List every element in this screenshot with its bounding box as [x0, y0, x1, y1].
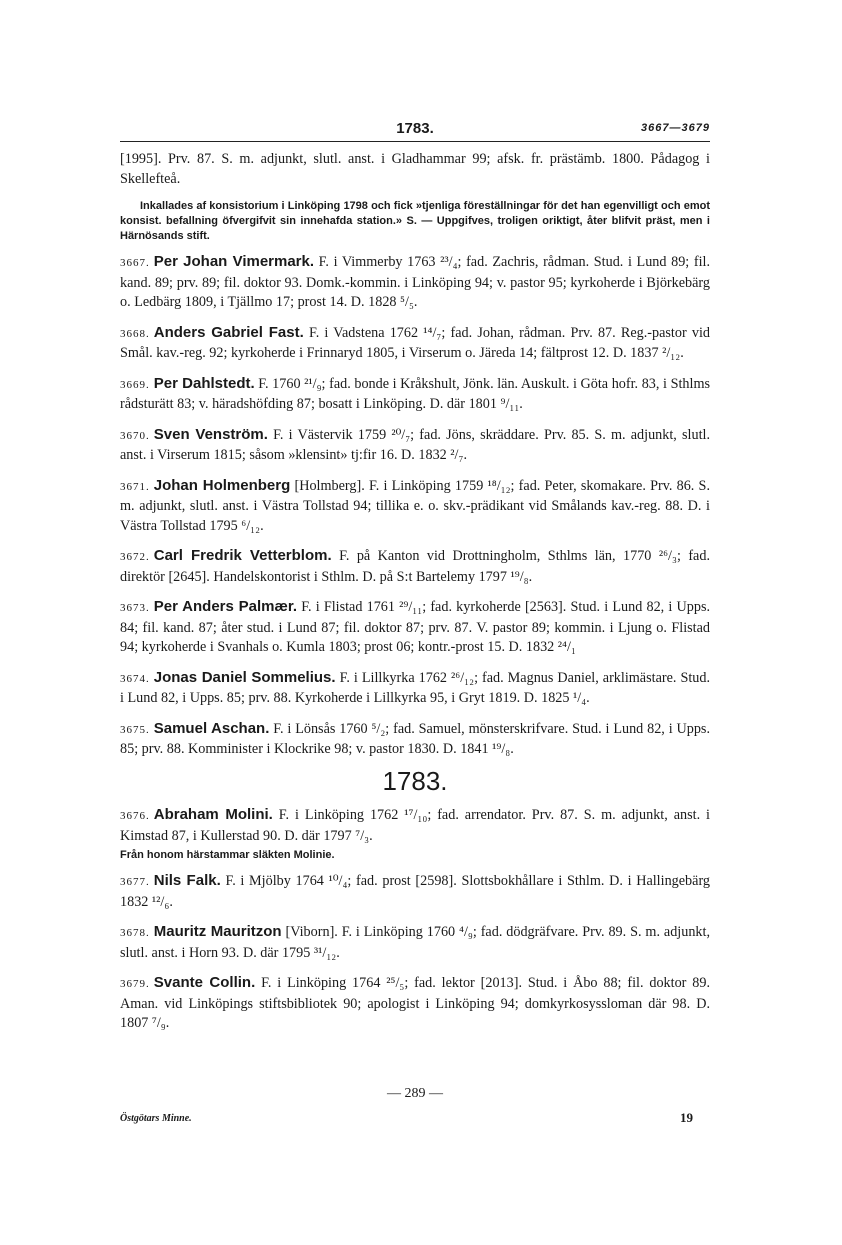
entry-name: Carl Fredrik Vetterblom. — [153, 547, 332, 564]
biography-entry — [120, 597, 710, 658]
entry-text: F. i Vadstena 1762 ¹⁴/₇; fad. Johan, rådman. Prv. 87. Reg.-pastor vid Smål. kav.-reg. 92; kyrkoherde i Frinnaryd 1805, i Virserum o. Järeda 14; fältprost 12. D. 1837 ²/₁₂. — [120, 324, 710, 361]
biography-entry — [120, 323, 710, 364]
biography-entry — [120, 871, 710, 912]
header-rule — [120, 141, 710, 142]
intro-note: Inkallades af konsistorium i Linköping 1798 och fick »tjenliga föreställningar för det han egenvilligt och emot konsist. befallning öfvergifvit sin innehafda station.» S. — Uppgifves, troligen oriktigt, åter blifvit präst, men i Härnösands stift. — [120, 200, 710, 242]
entry-text: F. på Kanton vid Drottningholm, Sthlms län, 1770 ²⁶/₃; fad. direktör [2645]. Handelskontorist i Sthlm. D. på S:t Bartelemy 1797 ¹⁹/₈. — [120, 548, 710, 585]
entry-number: 3678. — [120, 927, 150, 939]
entry-text: F. i Mjölby 1764 ¹⁰/₄; fad. prost [2598]. Slottsbokhållare i Sthlm. D. i Hallingebärg 1832 ¹²/₆. — [120, 873, 711, 910]
entry-text: F. 1760 ²¹/₉; fad. bonde i Kråkshult, Jönk. län. Auskult. i Göta hofr. 83, i Sthlms rådsturätt 83; v. häradshöfding 87; bosatt i Linköping. D. där 1801 ⁹/₁₁. — [120, 375, 711, 412]
biography-entry — [120, 425, 710, 466]
header-entry-range: 3667—3679 — [641, 122, 710, 134]
entry-text: F. i Lillkyrka 1762 ²⁶/₁₂; fad. Magnus Daniel, arklimästare. Stud. i Lund 82, i Upps. 85; prv. 88. Kyrkoherde i Lillkyrka 95, i Gryt 1819. D. 1825 ¹/₄. — [120, 669, 711, 706]
entry-number: 3667. — [120, 257, 150, 269]
entry-number: 3676. — [120, 810, 150, 822]
biography-entry — [120, 719, 710, 760]
entry-text: F. i Linköping 1764 ²⁵/₅; fad. lektor [2013]. Stud. i Åbo 88; fil. doktor 89. Aman. vid Linköpings stiftsbibliotek 90; apologist i Linköping 94; domkyrkosyssloman där 98. D. 1807 ⁷/₉. — [120, 975, 710, 1031]
entry-text: F. i Vimmerby 1763 ²³/₄; fad. Zachris, rådman. Stud. i Lund 89; fil. kand. 89; prv. 89; fil. doktor 93. Domk.-kommin. i Linköping 94; v. pastor 95; kyrkoherde i Björkebärg o. Ledbärg 1809, i Tjällmo 17; prost 14. D. 1828 ⁵/₅. — [120, 254, 711, 310]
entry-name: Mauritz Mauritzon — [153, 923, 282, 940]
biography-entry — [120, 973, 710, 1034]
entry-number: 3677. — [120, 876, 150, 888]
entry-name: Anders Gabriel Fast. — [153, 323, 304, 341]
entry-text: F. i Lönsås 1760 ⁵/₂; fad. Samuel, mönsterskrifvare. Stud. i Lund 82, i Upps. 85; prv. 88. Komminister i Klockrike 98; v. pastor 1830. D. 1841 ¹⁹/₈. — [120, 720, 710, 757]
entry-name: Per Anders Palmær. — [153, 598, 298, 615]
biography-entry — [120, 922, 710, 963]
entry-number: 3679. — [120, 978, 150, 990]
entry-name: Abraham Molini. — [153, 806, 273, 823]
entry-number: 3675. — [120, 723, 150, 736]
entry-number: 3668. — [120, 327, 150, 340]
biography-entry — [120, 546, 710, 587]
entries-1782 — [120, 252, 710, 760]
entry-number: 3672. — [120, 551, 150, 563]
running-header — [120, 120, 710, 140]
entry-number: 3670. — [120, 429, 150, 442]
entry-name: Svante Collin. — [153, 974, 256, 991]
entry-name: Nils Falk. — [153, 872, 221, 889]
year-heading: 1783. — [382, 765, 448, 796]
entry-name: Per Dahlstedt. — [153, 374, 255, 392]
entries-1783 — [120, 805, 710, 1034]
entry-number: 3671. — [120, 480, 150, 493]
entry-text: F. i Flistad 1761 ²⁹/₁₁; fad. kyrkoherde [2563]. Stud. i Lund 82, i Upps. 84; fil. kand. 87; åter stud. i Lund 87; fil. doktor 87; prv. 87. V. pastor 89; kommin. i Ljung o. Flistad 94; kyrkoherde i Svanhals o. Kumla 1803; prost 06; kontr.-prost 15. D. 1832 ²⁴/₁ — [120, 599, 711, 655]
footer-signature: 19 — [680, 1110, 693, 1125]
entry-name: Jonas Daniel Sommelius. — [153, 668, 336, 686]
entry-name: Johan Holmenberg — [153, 476, 291, 494]
biography-entry — [120, 374, 710, 415]
entry-name: Samuel Aschan. — [153, 719, 270, 737]
intro-entry: [1995]. Prv. 87. S. m. adjunkt, slutl. anst. i Gladhammar 99; afsk. fr. prästämb. 1800. Pådagog i Skellefteå. — [120, 151, 710, 187]
entry-text: F. i Västervik 1759 ²⁰/₇; fad. Jöns, skräddare. Prv. 85. S. m. adjunkt, slutl. anst. i Virserum 1815; såsom »klensint» tj:fir 16. D. 1832 ²/₇. — [120, 426, 711, 463]
biography-entry — [120, 476, 710, 537]
entry-text: [Viborn]. F. i Linköping 1760 ⁴/₉; fad. dödgräfvare. Prv. 89. S. m. adjunkt, slutl. anst. i Horn 93. D. där 1795 ³¹/₁₂. — [120, 924, 711, 961]
entry-note: Från honom härstammar släkten Molinie. — [120, 849, 335, 861]
entry-text: [Holmberg]. F. i Linköping 1759 ¹⁸/₁₂; fad. Peter, skomakare. Prv. 86. S. m. adjunkt, slutl. anst. i Västra Tollstad 94; tillika e. o. skv.-prädikant vid Smålands kav.-reg. 88. D. i Västra Tollstad 1795 ⁶/₁₂. — [120, 477, 710, 534]
biography-entry — [120, 805, 710, 846]
entry-number: 3669. — [120, 378, 150, 391]
entry-text: F. i Linköping 1762 ¹⁷/₁₀; fad. arrendator. Prv. 87. S. m. adjunkt, anst. i Kimstad 87, i Kullerstad 90. D. där 1797 ⁷/₃. — [120, 807, 711, 844]
page-number: — 289 — — [387, 1086, 443, 1101]
biography-entry — [120, 252, 710, 313]
entry-number: 3673. — [120, 602, 150, 614]
entry-number: 3674. — [120, 672, 150, 685]
document-body — [120, 150, 710, 1044]
biography-entry — [120, 668, 710, 709]
entry-name: Sven Venström. — [153, 425, 268, 443]
header-year: 1783. — [396, 120, 434, 137]
footer-book-title: Östgötars Minne. — [120, 1113, 192, 1124]
entry-name: Per Johan Vimermark. — [153, 253, 315, 270]
